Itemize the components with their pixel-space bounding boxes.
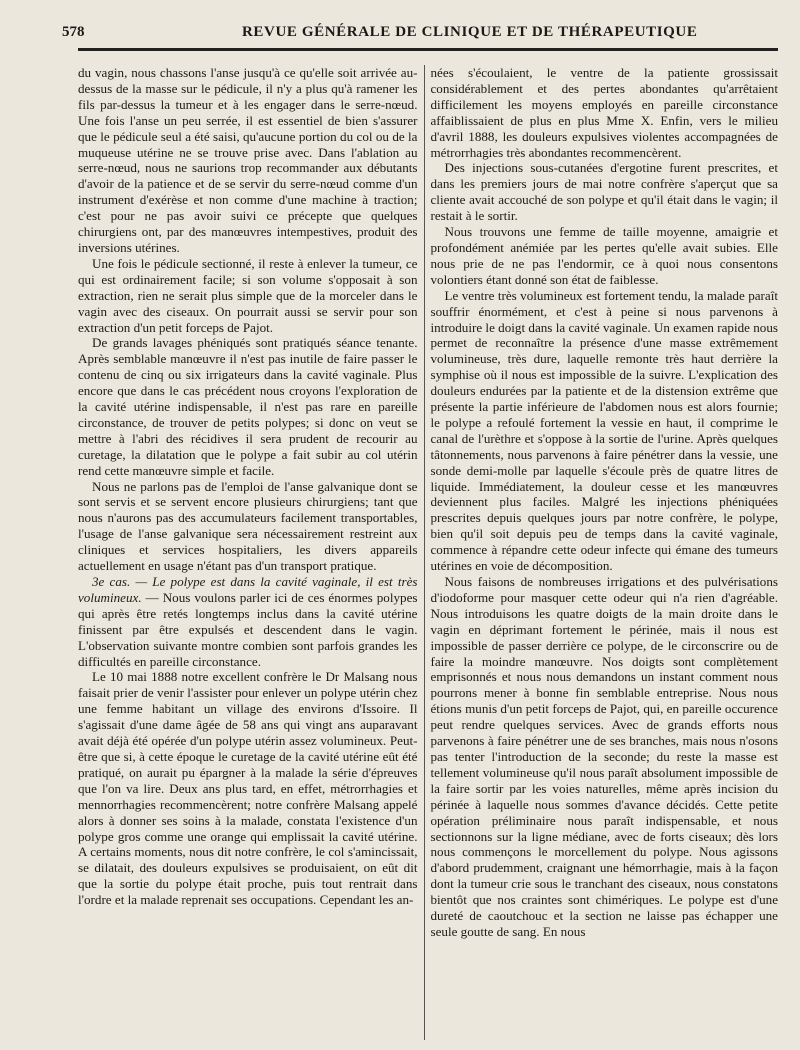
paragraph: Le 10 mai 1888 notre excellent confrère le Dr Malsang nous faisait prier de venir l'assister pour enlever un polype utérin chez une femme habitant un village des environs d'Issoire. Il s'agissait d'une dame âgée de 58 ans qui vingt ans auparavant avait déjà été opérée d'un polype utérin assez volumineux. Peut-être que si, à cette époque le curetage de la cavité utérine eût été pratiqué, on aurait pu épargner à la malade la série d'épreuves que l'on va lire. Deux ans plus tard, en effet, métrorrhagies et mennorrhagies recommencèrent; notre confrère Malsang appelé alors à donner ses soins à la malade, constata l'existence d'un polype gros comme une orange qui emplissait la cavité utérine. A certains moments, nous dit notre confrère, le col s'amincissait, se dilatait, des douleurs expulsives se produisaient, on eût dit que la sortie du polype était proche, puis tout rentrait dans l'ordre et la malade reprenait ses occupations. Cependant les an-	[78, 669, 418, 908]
paragraph: Le ventre très volumineux est fortement tendu, la malade paraît souffrir énormément, et c'est à peine si nous parvenons à introduire le doigt dans la cavité vaginale. Un examen rapide nous permet de reconnaître la présence d'une masse extrêmement volumineuse, très dure, laquelle remonte très haut derrière la symphise où il nous est impossible de la suivre. L'explication des douleurs endurées par la patiente et de la distension extrême que présente la partie inférieure de l'abdomen nous est alors fournie; le polype a refoulé fortement la vessie en haut, il comprime le canal de l'urèthre et s'oppose à la sortie de l'urine. Après quelques tâtonnements, nous parvenons à faire pénétrer dans la vessie, une sonde demi-molle par laquelle s'écoule près de quatre litres de liquide. Immédiatement, la douleur cesse et les manœuvres deviennent plus faciles. Malgré les injections phéniquées prescrites depuis quelques jours par notre confrère, le polype, bien qu'il soit depuis peu de temps dans la cavité vaginale, commence à répandre cette odeur infecte qui émane des tumeurs utérines en voie de décomposition.	[430, 287, 778, 574]
case-intro: — Nous voulons parler ici de ces énormes polypes qui après être retés longtemps inclus dans la cavité utérine finissent par être expulsés et descendent dans le vagin. L'observation suivante montre combien sont parfois grandes les difficultés en pareille circonstance.	[78, 589, 418, 669]
left-column	[78, 65, 418, 1040]
paragraph: Des injections sous-cutanées d'ergotine furent prescrites, et dans les premiers jours de mai notre confrère s'aperçut que sa cliente avait accouché de son polype et qu'il était dans le vagin; il restait à le sortir.	[430, 160, 778, 224]
running-title: REVUE GÉNÉRALE DE CLINIQUE ET DE THÉRAPEUTIQUE	[242, 24, 698, 40]
column-divider	[424, 65, 425, 1040]
case-heading: 3e cas. — Le polype est dans la cavité vaginale, il est très volumineux.	[78, 574, 418, 605]
paragraph: Nous ne parlons pas de l'emploi de l'anse galvanique dont se sont servis et se servent encore plusieurs chirurgiens; tant que nous n'aurons pas des accumulateurs facilement transportables, l'usage de l'anse galvanique sera nécessairement restreint aux cliniques et services hospitaliers, les divers appareils actuellement en usage n'étant pas d'un transport pratique.	[78, 478, 418, 574]
paragraph: Une fois le pédicule sectionné, il reste à enlever la tumeur, ce qui est ordinairement facile; si son volume s'opposait à son extraction, rien ne serait plus simple que de la morceler dans le vagin avec des ciseaux. On pourrait aussi se servir pour son extraction d'un petit forceps de Pajot.	[78, 255, 418, 335]
paragraph: du vagin, nous chassons l'anse jusqu'à ce qu'elle soit arrivée au-dessus de la masse sur le pédicule, il n'y a plus qu'à ramener les fils par-dessus la tumeur et à les engager dans le serre-nœud. Une fois l'anse un peu serrée, il est essentiel de bien s'assurer que le pédicule seul a été saisi, qu'aucune portion du col ou de la muqueuse utérine ne se trouve prise avec. Dans l'ablation au serre-nœud, nous ne saurions trop recommander aux débutants d'avoir de la patience et de se servir du serre-nœud comme d'un instrument d'exérèse et non comme d'une machine à traction; c'est pour ne pas avoir suivi ce précepte que quelques chirurgiens ont, par des manœuvres intempestives, produit des inversions utérines.	[78, 65, 418, 255]
case-paragraph	[78, 574, 418, 669]
right-column	[431, 65, 779, 1040]
text-columns	[62, 65, 778, 1040]
paragraph: De grands lavages phéniqués sont pratiqués séance tenante. Après semblable manœuvre il n'est pas inutile de faire passer le contenu de cinq ou six irrigateurs dans la cavité vaginale. Plus encore que dans le cas précédent nous croyons l'exploration de la cavité utérine indispensable, il n'est pas rare en pareille circonstance, de trouver de petits polypes; si donc on veut se mettre à l'abri des récidives il sera prudent de recourir au curetage, la dilatation que le polype a fait subir au col utérin rend cette manœuvre simple et facile.	[78, 335, 418, 478]
page-header	[62, 20, 778, 48]
paragraph: Nous faisons de nombreuses irrigations et des pulvérisations d'iodoforme pour masquer cette odeur qui n'a rien d'agréable. Nous introduisons les quatre doigts de la main droite dans le vagin en déprimant fortement le périnée, mais il nous est impossible de passer derrière ce polype, de le circonscrire ou de faire la moindre manœuvre. Nos doigts sont complètement emprisonnés et nous nous demandons un instant comment nous pourrons mener à bonne fin semblable entreprise. Nous nous étions munis d'un petit forceps de Pajot, qui, en pareille occurence peut rendre quelques services. Avec de grands efforts nous parvenons à faire pénétrer une de ses branches, mais nous n'osons pas tenter l'introduction de la seconde; du reste la masse est tellement volumineuse qu'il nous paraît absolument impossible de la faire sortir par les voies naturelles, même après incision du périnée à laquelle nous sommes d'avance décidés. Cette petite opération préliminaire nous paraît indispensable, et nous sectionnons sur la ligne médiane, avec de forts ciseaux; dès lors nous commençons le morcellement du polype. Nous agissons d'abord prudemment, craignant une hémorrhagie, mais à la façon dont la tumeur crie sous le tranchant des ciseaux, nous constatons bientôt que nos craintes sont chimériques. Le polype est d'une dureté de caoutchouc et la section ne laisse pas échapper une seule goutte de sang. En nous	[430, 574, 778, 939]
paragraph: nées s'écoulaient, le ventre de la patiente grossissait considérablement et des pertes abondantes qu'arrêtaient difficilement les moyens employés en pareille circonstance affaiblissaient de plus en plus Mme X. Enfin, vers le milieu d'avril 1888, les douleurs expulsives violentes accompagnées de métrorrhagies très abondantes recommencèrent.	[430, 65, 778, 160]
page-number: 578	[62, 24, 85, 40]
paragraph: Nous trouvons une femme de taille moyenne, amaigrie et profondément anémiée par les pertes qu'elle avait subies. Elle nous prie de ne pas l'endormir, ce à quoi nous consentons volontiers étant donné son état de faiblesse.	[430, 224, 778, 287]
header-rule	[78, 48, 778, 51]
